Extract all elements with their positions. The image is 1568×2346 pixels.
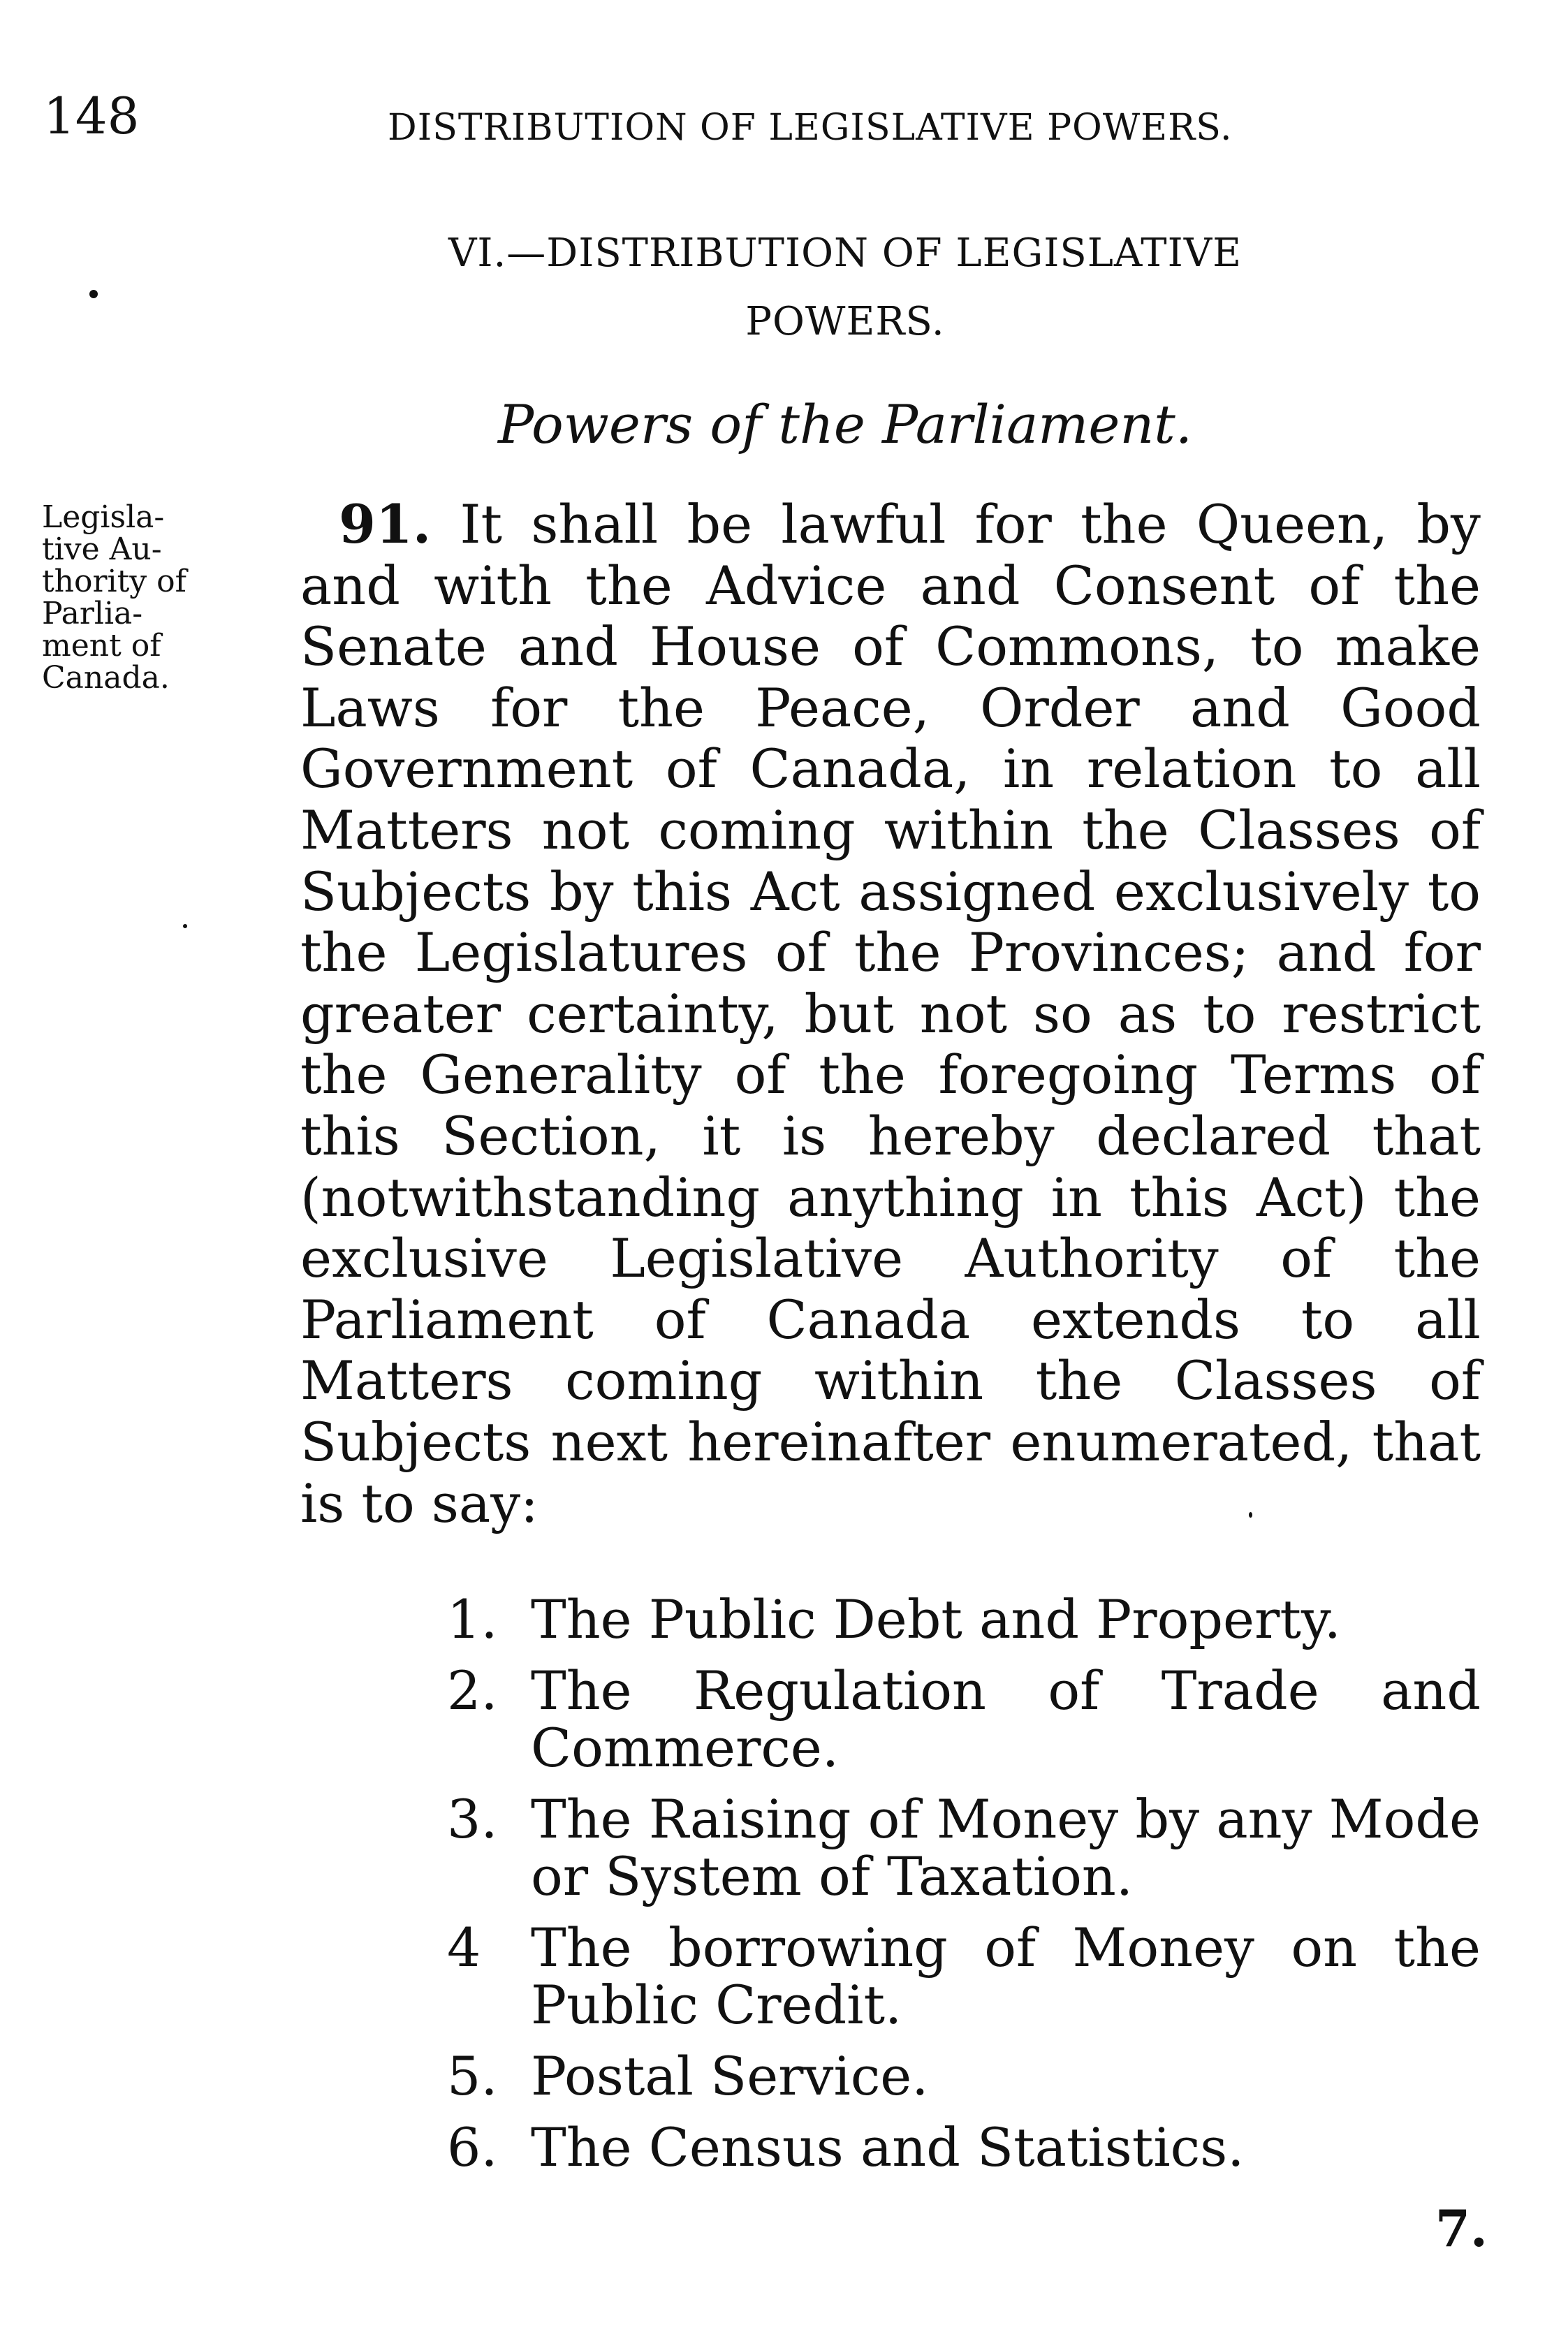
section-91-paragraph — [300, 494, 1481, 1534]
section-number: 91. — [339, 493, 432, 555]
ink-speck — [89, 290, 98, 298]
list-item — [447, 2116, 1481, 2178]
margin-note-line: thority of — [42, 564, 186, 599]
list-item-text: The Public Debt and Property. — [531, 1588, 1341, 1650]
section-text: It shall be lawful for the Queen, by and with the Advice and Consent of the Senate and House of Commons, to make Laws for the Peace, Order and Good Government of Canada, in relation to all Matters not coming within the Classes of Subjects by this Act assigned exclusively to the Legislatures of the Provinces; and for greater certainty, but not so as to restrict the Generality of the foregoing Terms of this Section, it is hereby declared that (notwithstanding anything in this Act) the exclusive Legislative Authority of the Parliament of Canada extends to all Matters coming within the Classes of Subjects next hereinafter enumerated, that is to say: — [300, 493, 1481, 1534]
ink-speck — [183, 924, 187, 928]
page-number: 148 — [43, 87, 140, 145]
enumerated-classes-list — [447, 1588, 1481, 2190]
list-item-number: 6. — [447, 2116, 498, 2178]
list-item-number: 4 — [447, 1916, 481, 1979]
margin-note-line: Canada. — [42, 660, 170, 696]
list-item-text: The Census and Statistics. — [531, 2116, 1245, 2178]
list-item-text: The Raising of Money by any Mode or System of Taxation. — [531, 1788, 1481, 1907]
list-item-text: Postal Service. — [531, 2045, 929, 2107]
list-item — [447, 1916, 1481, 2036]
list-item-number: 2. — [447, 1659, 498, 1722]
subheading: Powers of the Parliament. — [498, 393, 1192, 455]
ink-speck — [1249, 1512, 1252, 1518]
margin-note-line: ment of — [42, 628, 161, 664]
list-item — [447, 1659, 1481, 1779]
list-item-number: 5. — [447, 2045, 498, 2107]
catchword: 7. — [1435, 2199, 1488, 2258]
list-item-number: 1. — [447, 1588, 498, 1650]
margin-note — [42, 501, 272, 694]
section-heading-line-1: VI.—DISTRIBUTION OF LEGISLATIVE — [448, 230, 1243, 276]
running-head: DISTRIBUTION OF LEGISLATIVE POWERS. — [388, 107, 1233, 149]
margin-note-line: tive Au- — [42, 531, 162, 567]
margin-note-line: Legisla- — [42, 499, 165, 535]
list-item — [447, 2045, 1481, 2107]
list-item-text: The Regulation of Trade and Commerce. — [531, 1659, 1481, 1779]
list-item — [447, 1788, 1481, 1907]
margin-note-line: Parlia- — [42, 596, 143, 631]
list-item — [447, 1588, 1481, 1650]
list-item-number: 3. — [447, 1788, 498, 1850]
list-item-text: The borrowing of Money on the Public Credit. — [531, 1916, 1481, 2036]
section-heading-line-2: POWERS. — [745, 299, 945, 344]
